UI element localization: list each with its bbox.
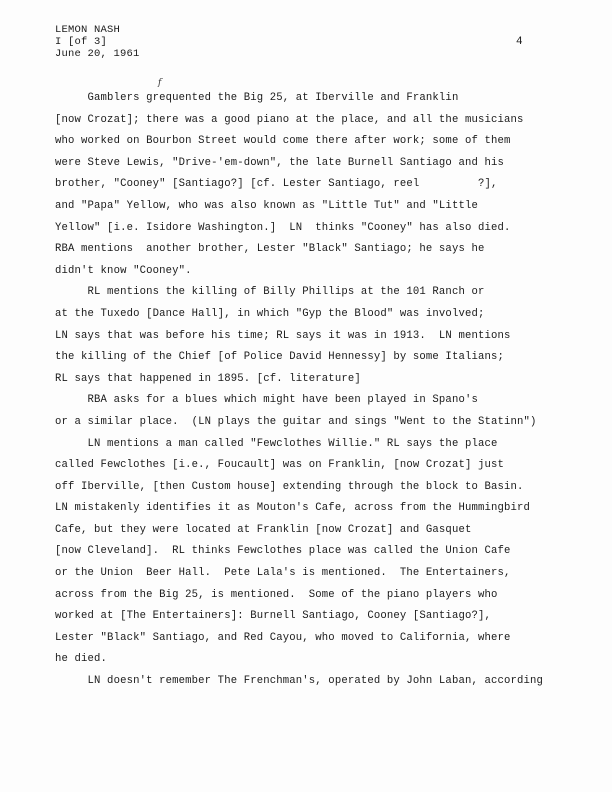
- text-line: [now Cleveland]. RL thinks Fewclothes place was called the Union Cafe: [55, 545, 511, 558]
- text-line: LN mistakenly identifies it as Mouton's Cafe, across from the Hummingbird: [55, 502, 531, 515]
- interviewee-name: LEMON NASH: [55, 24, 121, 36]
- text-line: didn't know "Cooney".: [55, 264, 192, 277]
- text-line: brother, "Cooney" [Santiago?] [cf. Lester Santiago, reel ?],: [55, 178, 498, 191]
- page-number: 4: [516, 36, 523, 48]
- handwritten-annotation: f: [158, 78, 162, 88]
- text-line: LN says that was before his time; RL says it was in 1913. LN mentions: [55, 329, 511, 342]
- text-line: or a similar place. (LN plays the guitar and sings "Went to the Statinn"): [55, 415, 537, 428]
- transcript-body: [55, 88, 607, 693]
- text-line: RBA asks for a blues which might have been played in Spano's: [55, 394, 478, 407]
- text-line: RBA mentions another brother, Lester "Black" Santiago; he says he: [55, 243, 485, 256]
- document-header: [55, 24, 140, 60]
- text-line: LN mentions a man called "Fewclothes Willie." RL says the place: [55, 437, 498, 450]
- text-line: Cafe, but they were located at Franklin [now Crozat] and Gasquet: [55, 523, 472, 536]
- text-line: Gamblers grequented the Big 25, at Iberville and Franklin: [55, 92, 459, 104]
- reel-number: I [of 3]: [55, 36, 108, 48]
- text-line: Yellow" [i.e. Isidore Washington.] LN thinks "Cooney" has also died.: [55, 221, 511, 234]
- interview-date: June 20, 1961: [55, 48, 140, 60]
- text-line: at the Tuxedo [Dance Hall], in which "Gyp the Blood" was involved;: [55, 307, 485, 320]
- text-line: RL mentions the killing of Billy Phillips at the 101 Ranch or: [55, 286, 485, 299]
- text-line: and "Papa" Yellow, who was also known as "Little Tut" and "Little: [55, 199, 478, 212]
- text-line: were Steve Lewis, "Drive-'em-down", the late Burnell Santiago and his: [55, 156, 505, 169]
- text-line: LN doesn't remember The Frenchman's, operated by John Laban, according: [55, 675, 544, 688]
- text-line: RL says that happened in 1895. [cf. literature]: [55, 372, 361, 385]
- text-line: across from the Big 25, is mentioned. Some of the piano players who: [55, 588, 498, 601]
- text-line: called Fewclothes [i.e., Foucault] was on Franklin, [now Crozat] just: [55, 459, 505, 472]
- text-line: Lester "Black" Santiago, and Red Cayou, who moved to California, where: [55, 631, 511, 644]
- text-line: off Iberville, [then Custom house] extending through the block to Basin.: [55, 480, 524, 493]
- text-line: who worked on Bourbon Street would come there after work; some of them: [55, 135, 511, 148]
- text-line: worked at [The Entertainers]: Burnell Santiago, Cooney [Santiago?],: [55, 610, 491, 623]
- text-line: or the Union Beer Hall. Pete Lala's is mentioned. The Entertainers,: [55, 567, 511, 580]
- text-line: the killing of the Chief [of Police David Hennessy] by some Italians;: [55, 351, 505, 364]
- text-line: [now Crozat]; there was a good piano at the place, and all the musicians: [55, 113, 524, 126]
- text-line: he died.: [55, 653, 108, 666]
